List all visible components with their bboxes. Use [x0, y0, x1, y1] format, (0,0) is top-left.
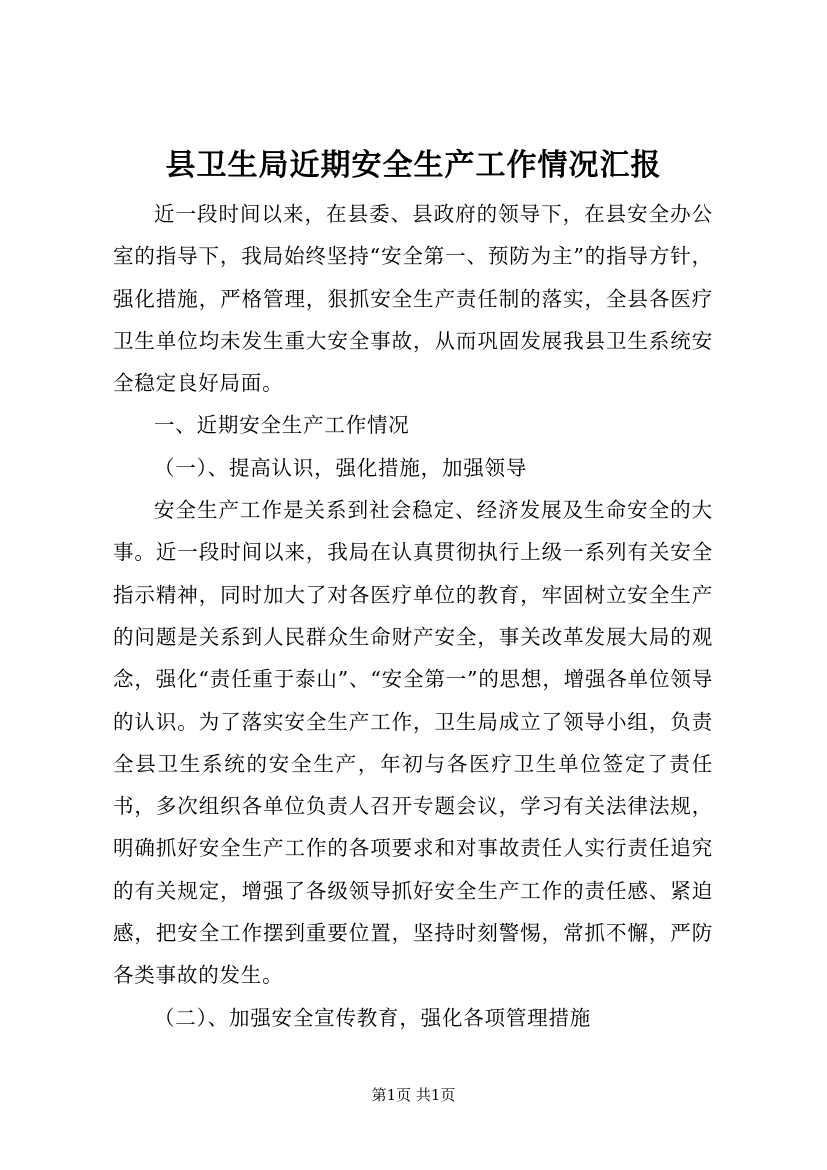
page-number-footer: 第1页 共1页 [371, 1086, 456, 1104]
document-title: 县卫生局近期安全生产工作情况汇报 [165, 148, 662, 183]
subsection-body-1: 安全生产工作是关系到社会稳定、经济发展及生命安全的大事。近一段时间以来，我局在认真贯彻执行上级一系列有关安全指示精神，同时加大了对各医疗单位的教育，牢固树立安全生产的问题是关系到人民群众生命财产安全，事关改革发展大局的观念，强化“责任重于泰山”、“安全第一”的思想，增强各单位领导的认识。为了落实安全生产工作，卫生局成立了领导小组，负责全县卫生系统的安全生产，年初与各医疗卫生单位签定了责任书，多次组织各单位负责人召开专题会议，学习有关法律法规，明确抓好安全生产工作的各项要求和对事故责任人实行责任追究的有关规定，增强了各级领导抓好安全生产工作的责任感、紧迫感，把安全工作摆到重要位置，坚持时刻警惕，常抓不懈，严防各类事故的发生。 [113, 498, 713, 988]
subsection-heading-1: （一）、提高认识，强化措施，加强领导 [154, 455, 528, 480]
section-heading-1: 一、近期安全生产工作情况 [154, 413, 410, 438]
document-body [113, 193, 713, 1039]
subsection-heading-2: （二）、加强安全宣传教育，强化各项管理措施 [154, 1005, 592, 1030]
intro-paragraph: 近一段时间以来，在县委、县政府的领导下，在县安全办公室的指导下，我局始终坚持“安全第一、预防为主”的指导方针，强化措施，严格管理，狠抓安全生产责任制的落实，全县各医疗卫生单位均未发生重大安全事故，从而巩固发展我县卫生系统安全稳定良好局面。 [113, 202, 713, 396]
